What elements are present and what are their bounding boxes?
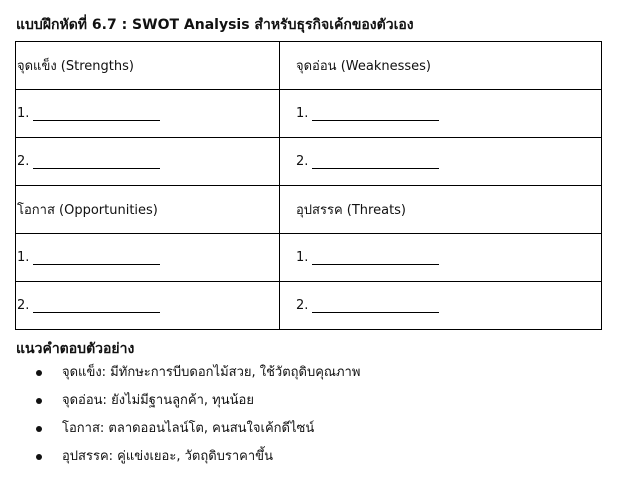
list-item (0, 390, 360, 418)
weaknesses-header: จุดอ่อน (Weaknesses) (280, 42, 602, 90)
item-number: 2. (296, 298, 309, 313)
item-number: 2. (17, 154, 30, 169)
table-row (16, 42, 602, 90)
exercise-title: แบบฝึกหัดที่ 6.7 : SWOT Analysis สำหรับธุรกิจเค้กของตัวเอง (16, 17, 414, 33)
table-row (16, 90, 602, 138)
weaknesses-item-1 (280, 90, 602, 138)
item-number: 1. (17, 106, 30, 121)
threats-item-1 (280, 234, 602, 282)
threats-header: อุปสรรค (Threats) (280, 186, 602, 234)
opportunities-header: โอกาส (Opportunities) (16, 186, 280, 234)
bullet-icon (36, 426, 42, 432)
example-answers-heading: แนวคำตอบตัวอย่าง (16, 341, 135, 357)
table-row (16, 282, 602, 330)
answer-blank-line[interactable] (33, 250, 160, 265)
answer-blank-line[interactable] (33, 154, 160, 169)
answer-blank-line[interactable] (33, 106, 160, 121)
list-item (0, 418, 360, 446)
answer-blank-line[interactable] (312, 298, 439, 313)
bullet-icon (36, 398, 42, 404)
answer-blank-line[interactable] (33, 298, 160, 313)
item-number: 1. (296, 250, 309, 265)
opportunities-item-1 (16, 234, 280, 282)
item-number: 2. (17, 298, 30, 313)
bullet-icon (36, 454, 42, 460)
example-threats: อุปสรรค: คู่แข่งเยอะ, วัตถุดิบราคาขึ้น (62, 449, 273, 464)
answer-blank-line[interactable] (312, 250, 439, 265)
example-weaknesses: จุดอ่อน: ยังไม่มีฐานลูกค้า, ทุนน้อย (62, 393, 254, 408)
answer-blank-line[interactable] (312, 106, 439, 121)
answer-blank-line[interactable] (312, 154, 439, 169)
example-strengths: จุดแข็ง: มีทักษะการบีบดอกไม้สวย, ใช้วัตถุดิบคุณภาพ (62, 365, 361, 380)
bullet-icon (36, 370, 42, 376)
strengths-item-1 (16, 90, 280, 138)
swot-table (15, 41, 602, 330)
table-row (16, 138, 602, 186)
list-item (0, 446, 360, 474)
item-number: 1. (296, 106, 309, 121)
table-row (16, 186, 602, 234)
list-item (0, 362, 360, 390)
opportunities-item-2 (16, 282, 280, 330)
item-number: 1. (17, 250, 30, 265)
example-answers-list (0, 362, 360, 474)
threats-item-2 (280, 282, 602, 330)
strengths-header: จุดแข็ง (Strengths) (16, 42, 280, 90)
table-row (16, 234, 602, 282)
item-number: 2. (296, 154, 309, 169)
example-opportunities: โอกาส: ตลาดออนไลน์โต, คนสนใจเค้กดีไซน์ (62, 421, 315, 436)
weaknesses-item-2 (280, 138, 602, 186)
strengths-item-2 (16, 138, 280, 186)
